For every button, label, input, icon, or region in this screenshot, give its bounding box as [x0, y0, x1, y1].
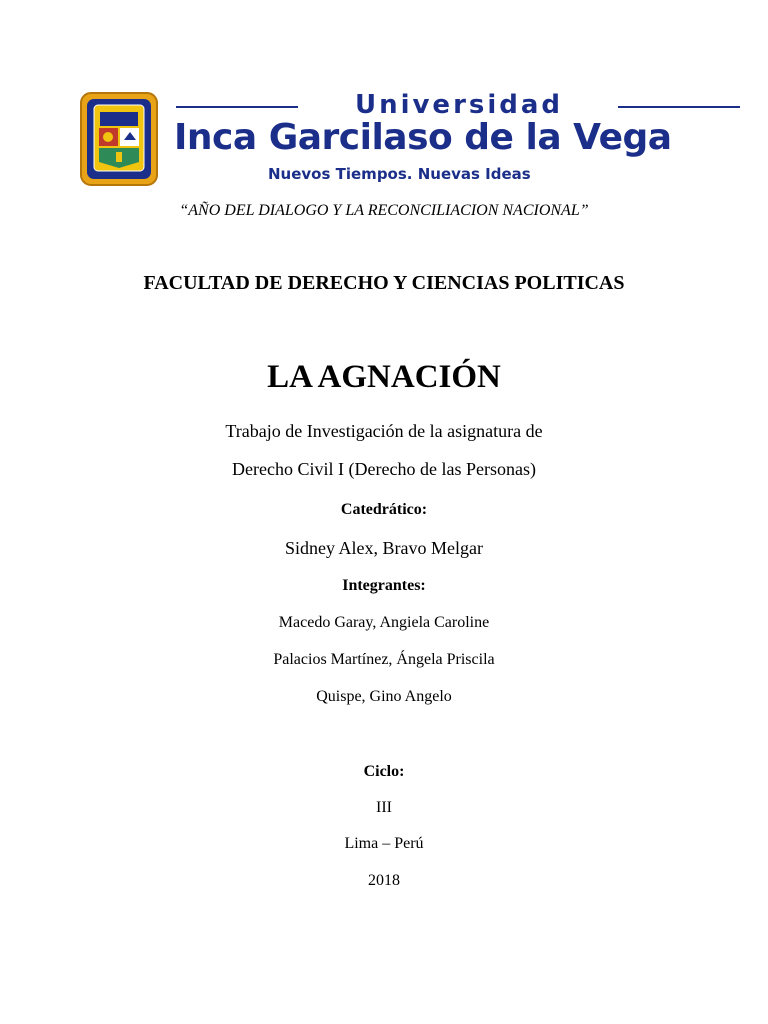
- cycle-label: Ciclo:: [363, 763, 405, 780]
- header-rule-right: [618, 106, 740, 108]
- city: Lima – Perú: [344, 835, 424, 852]
- university-slogan: Nuevos Tiempos. Nuevas Ideas: [268, 165, 531, 183]
- faculty-name: FACULTAD DE DERECHO Y CIENCIAS POLITICAS: [143, 272, 625, 294]
- year-motto: “AÑO DEL DIALOGO Y LA RECONCILIACION NACIONAL”: [179, 202, 589, 219]
- member-item: Quispe, Gino Angelo: [316, 688, 452, 705]
- members-label: Integrantes:: [342, 577, 426, 594]
- year: 2018: [368, 872, 400, 889]
- subtitle-line-1: Trabajo de Investigación de la asignatura de: [225, 421, 543, 441]
- professor-label: Catedrático:: [340, 501, 428, 518]
- header-rule-left: [176, 106, 298, 108]
- subtitle-line-2: Derecho Civil I (Derecho de las Personas): [232, 459, 536, 479]
- university-header: [80, 90, 672, 188]
- cycle-value: III: [376, 799, 392, 816]
- university-crest-icon: [80, 92, 158, 186]
- member-item: Palacios Martínez, Ángela Priscila: [273, 651, 495, 668]
- member-item: Macedo Garay, Angiela Caroline: [278, 614, 490, 631]
- document-title: LA AGNACIÓN: [267, 359, 501, 395]
- university-name: Inca Garcilaso de la Vega: [174, 117, 672, 158]
- university-word: Universidad: [354, 90, 564, 120]
- professor-name: Sidney Alex, Bravo Melgar: [285, 538, 483, 558]
- members-list: [0, 612, 768, 723]
